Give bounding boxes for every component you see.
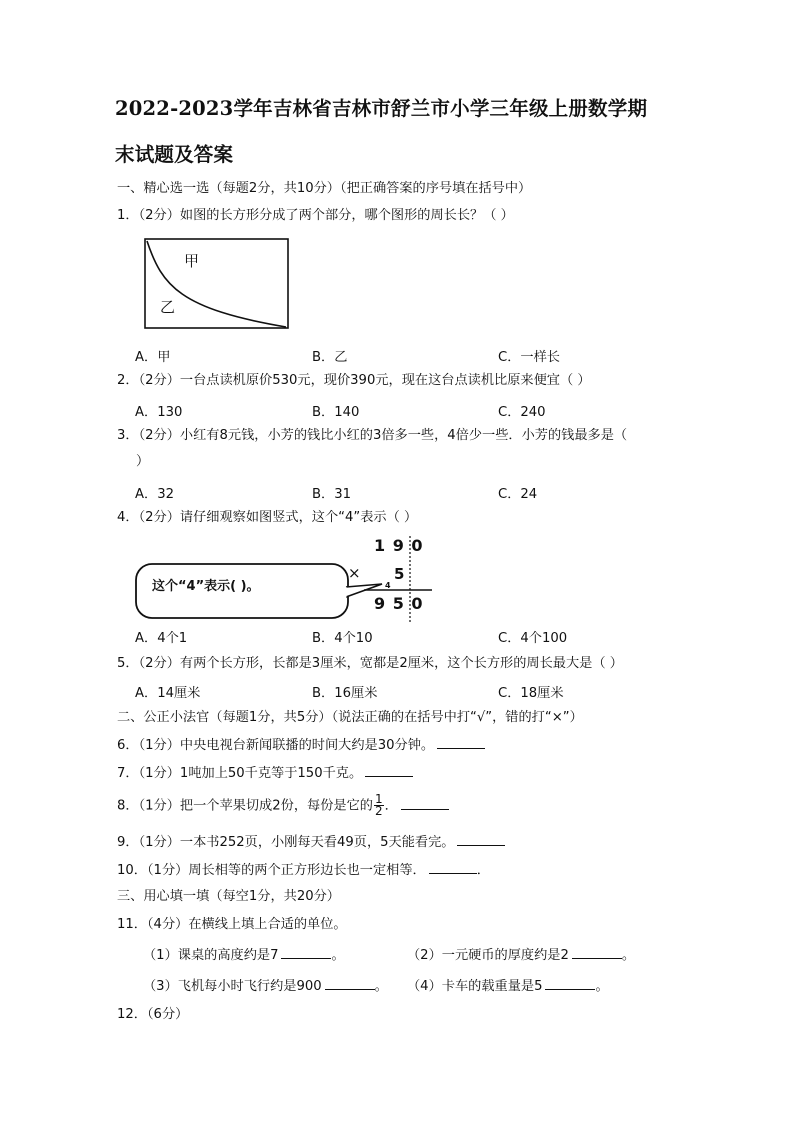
question-10: 10．（1分）周长相等的两个正方形边长也一定相等． ． [117, 863, 490, 878]
question-8: 8．（1分）把一个苹果切成2份，每份是它的 $\frac{1}{2}$ ． [117, 794, 449, 817]
question-5: 5．（2分）有两个长方形，长都是3厘米，宽都是2厘米，这个长方形的周长最大是（ ） [117, 656, 623, 671]
q11-part-4: （4）卡车的载重量是5 。 [407, 979, 609, 994]
q5-option-c: C．18厘米 [498, 686, 564, 701]
section-3-heading: 三、用心填一填（每空1分，共20分） [117, 889, 340, 904]
q11-part-2: （2）一元硬币的厚度约是2 。 [407, 948, 636, 963]
rectangle-figure [140, 234, 292, 334]
multiplier: 5 [394, 565, 405, 583]
product: 9 5 0 [374, 594, 424, 613]
answer-blank[interactable] [457, 833, 505, 846]
page-title-line-1: 2022-2023学年吉林省吉林市舒兰市小学三年级上册数学期 [115, 97, 648, 120]
question-3: 3．（2分）小红有8元钱，小芳的钱比小红的3倍多一些，4倍少一些．小芳的钱最多是（ [117, 428, 628, 443]
answer-blank[interactable] [429, 861, 477, 874]
q1-option-b: B．乙 [312, 350, 348, 365]
q4-option-a: A．4个1 [135, 631, 188, 646]
q3-option-b: B．31 [312, 487, 352, 502]
question-4: 4．（2分）请仔细观察如图竖式，这个“4”表示（ ） [117, 510, 418, 525]
q11-part-1: （1）课桌的高度约是7 。 [143, 948, 345, 963]
answer-blank[interactable] [365, 764, 413, 777]
carry-digit: 4 [385, 581, 391, 590]
q3-option-a: A．32 [135, 487, 174, 502]
q2-option-c: C．240 [498, 405, 546, 420]
question-2: 2．（2分）一台点读机原价530元，现价390元，现在这台点读机比原来便宜（ ） [117, 373, 591, 388]
fraction-one-half: $\frac{1}{2}$ [374, 792, 383, 818]
answer-blank[interactable] [572, 946, 622, 959]
region-label-jia: 甲 [184, 252, 200, 270]
q4-option-c: C．4个100 [498, 631, 568, 646]
page-title-line-2: 末试题及答案 [115, 143, 234, 166]
answer-blank[interactable] [401, 797, 449, 810]
question-3-continued: ） [136, 454, 150, 469]
region-label-yi: 乙 [160, 298, 176, 316]
q4-option-b: B．4个10 [312, 631, 373, 646]
question-7: 7．（1分）1吨加上50千克等于150千克。 [117, 764, 413, 783]
q1-option-a: A．甲 [135, 350, 171, 365]
q3-option-c: C．24 [498, 487, 538, 502]
q5-option-b: B．16厘米 [312, 686, 378, 701]
multiply-sign: × [348, 564, 361, 582]
question-6: 6．（1分）中央电视台新闻联播的时间大约是30分钟。 [117, 736, 485, 755]
question-11: 11．（4分）在横线上填上合适的单位。 [117, 917, 347, 932]
section-2-heading: 二、公正小法官（每题1分，共5分）（说法正确的在括号中打“√”，错的打“×”） [117, 710, 583, 725]
section-1-heading: 一、精心选一选（每题2分，共10分）（把正确答案的序号填在括号中） [117, 181, 532, 196]
q1-option-c: C．一样长 [498, 350, 560, 365]
answer-blank[interactable] [437, 736, 485, 749]
q2-option-a: A．130 [135, 405, 183, 420]
answer-blank[interactable] [281, 946, 331, 959]
bubble-text: 这个“4”表示( )。 [152, 579, 260, 594]
q2-option-b: B．140 [312, 405, 360, 420]
question-9: 9．（1分）一本书252页，小刚每天看49页，5天能看完。 [117, 833, 505, 852]
answer-blank[interactable] [325, 977, 375, 990]
q11-part-3: （3）飞机每小时飞行约是900 。 [143, 979, 388, 994]
question-1: 1．（2分）如图的长方形分成了两个部分，哪个图形的周长长？（ ） [117, 208, 514, 223]
question-12: 12．（6分） [117, 1007, 189, 1022]
multiplicand: 1 9 0 [374, 536, 424, 555]
q5-option-a: A．14厘米 [135, 686, 201, 701]
answer-blank[interactable] [545, 977, 595, 990]
